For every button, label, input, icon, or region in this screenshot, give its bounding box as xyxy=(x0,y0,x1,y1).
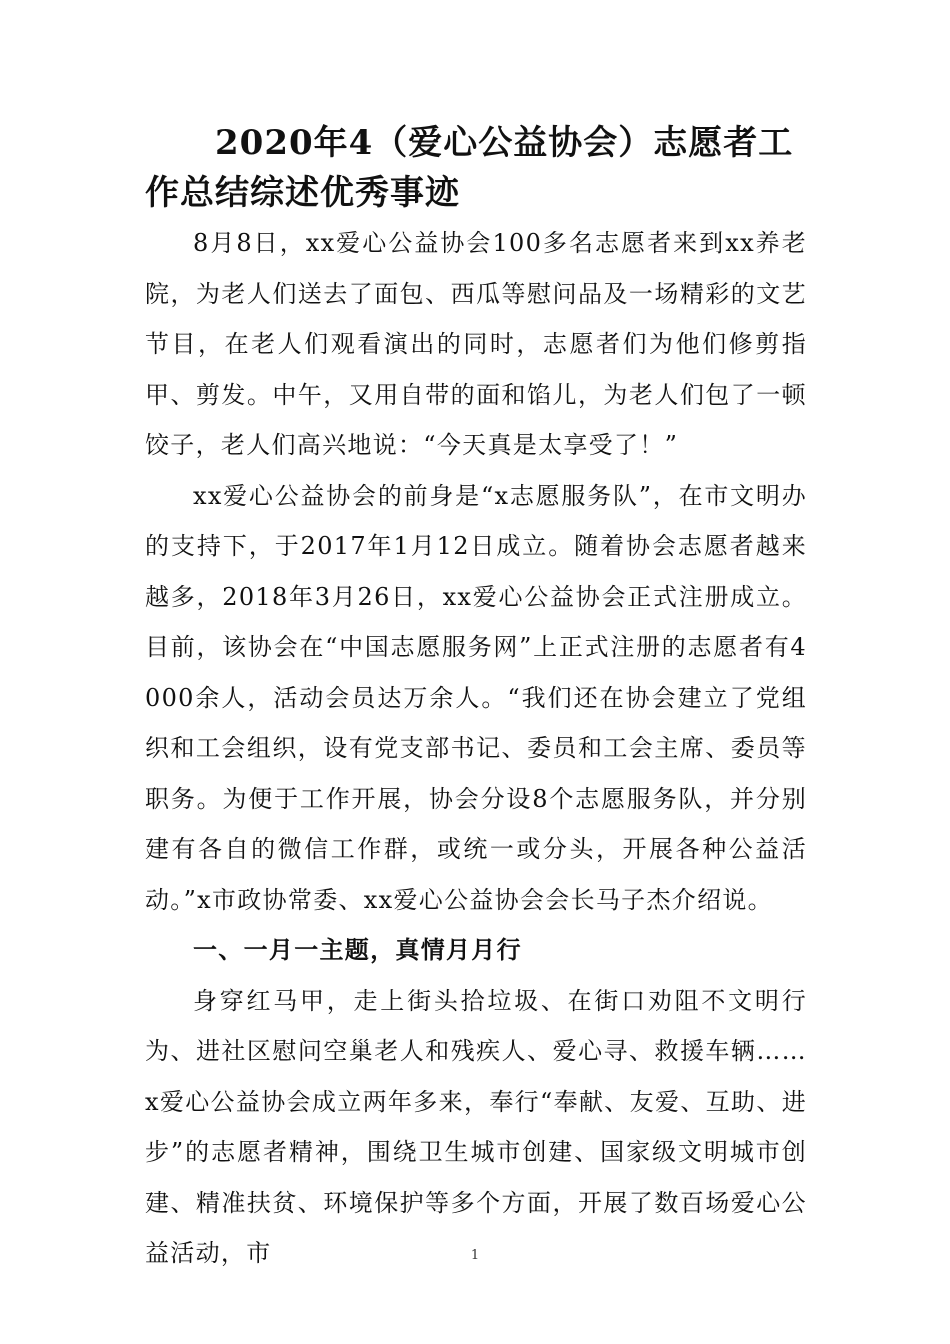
document-body xyxy=(145,118,807,1279)
section-heading: 一、一月一主题，真情月月行 xyxy=(193,935,522,964)
page-number: 1 xyxy=(470,1248,480,1263)
paragraph-2: xx爱心公益协会的前身是“x志愿服务队”，在市文明办的支持下，于2017年1月12日成立。随着协会志愿者越来越多，2018年3月26日，xx爱心公益协会正式注册成立。目前，该协会在“中国志愿服务网”上正式注册的志愿者有4000余人，活动会员达万余人。“我们还在协会建立了党组织和工会组织，设有党支部书记、委员和工会主席、委员等职务。为便于工作开展，协会分设8个志愿服务队，并分别建有各自的微信工作群，或统一或分头，开展各种公益活动。”x市政协常委、xx爱心公益协会会长马子杰介绍说。 xyxy=(145,481,807,914)
document-title: 2020年4（爱心公益协会）志愿者工作总结综述优秀事迹 xyxy=(145,123,794,213)
paragraph-3: 身穿红马甲，走上街头拾垃圾、在街口劝阻不文明行为、进社区慰问空巢老人和残疾人、爱心寻、救援车辆……x爱心公益协会成立两年多来，奉行“奉献、友爱、互助、进步”的志愿者精神，围绕卫生城市创建、国家级文明城市创建、精准扶贫、环境保护等多个方面，开展了数百场爱心公益活动，市 xyxy=(145,986,807,1267)
paragraph-1: 8月8日，xx爱心公益协会100多名志愿者来到xx养老院，为老人们送去了面包、西瓜等慰问品及一场精彩的文艺节目，在老人们观看演出的同时，志愿者们为他们修剪指甲、剪发。中午，又用自带的面和馅儿，为老人们包了一顿饺子，老人们高兴地说：“今天真是太享受了！” xyxy=(145,229,807,459)
